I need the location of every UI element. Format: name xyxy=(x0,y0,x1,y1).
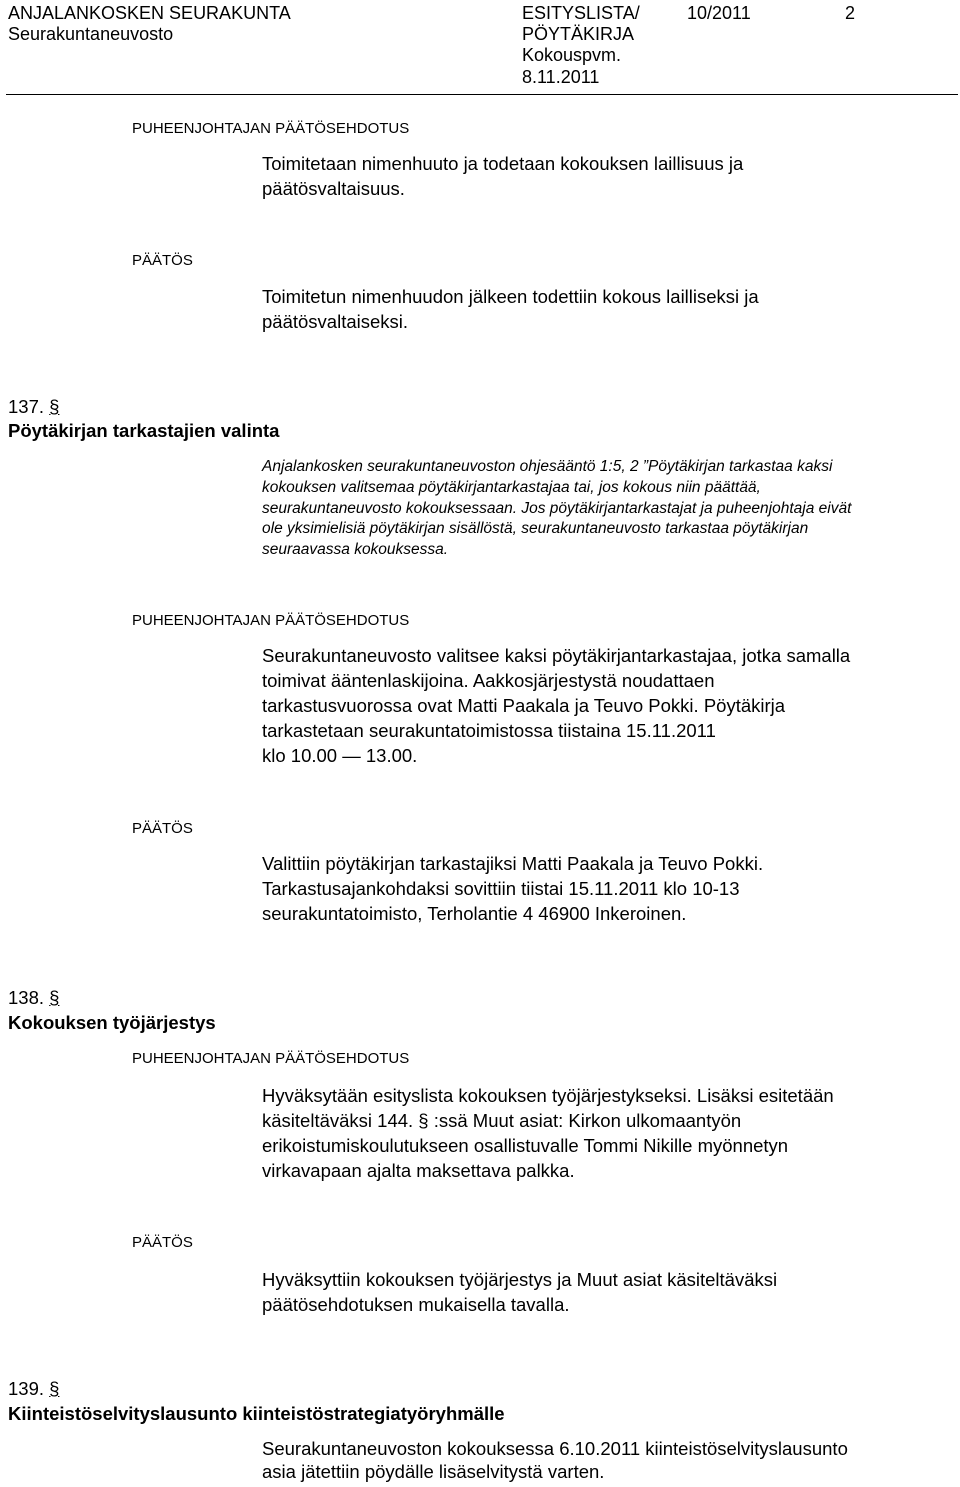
section-heading-137 xyxy=(8,396,59,418)
section-number: 139. xyxy=(8,1378,45,1399)
proposal-label: PUHEENJOHTAJAN PÄÄTÖSEHDOTUS xyxy=(132,1050,410,1067)
decision-line: päätösehdotuksen mukaisella tavalla. xyxy=(262,1294,570,1315)
section-number: 138. xyxy=(8,987,45,1008)
background-line: seurakuntaneuvosto kokouksessaan. Jos pöytäkirjantarkastajat ja puheenjohtaja eivät xyxy=(262,500,852,517)
section-heading-138 xyxy=(8,987,59,1009)
decision-label: PÄÄTÖS xyxy=(132,820,193,837)
proposal-line: tarkastusvuorossa ovat Matti Paakala ja Teuvo Pokki. Pöytäkirja xyxy=(262,695,786,716)
decision-line: Tarkastusajankohdaksi sovittiin tiistai 15.11.2011 klo 10-13 xyxy=(262,878,740,899)
org-name: ANJALANKOSKEN SEURAKUNTA xyxy=(8,3,291,23)
section-title: Kiinteistöselvityslausunto kiinteistöstrategiatyöryhmälle xyxy=(8,1403,505,1424)
decision-line: seurakuntatoimisto, Terholantie 4 46900 Inkeroinen. xyxy=(262,903,687,924)
header-divider xyxy=(6,94,958,95)
meeting-date: 8.11.2011 xyxy=(522,67,600,87)
background-line: Anjalankosken seurakuntaneuvoston ohjesääntö 1:5, 2 ”Pöytäkirjan tarkastaa kaksi xyxy=(262,458,833,475)
doc-type-line1: ESITYSLISTA/ xyxy=(522,3,640,23)
background-line: ole yksimielisiä pöytäkirjan sisällöstä, seurakuntaneuvosto tarkastaa pöytäkirjan xyxy=(262,520,809,537)
section-text-line: Seurakuntaneuvoston kokouksessa 6.10.2011 kiinteistöselvityslausunto xyxy=(262,1438,848,1459)
meeting-date-label: Kokouspvm. xyxy=(522,45,622,65)
intro-decision-line: päätösvaltaiseksi. xyxy=(262,311,409,332)
decision-label: PÄÄTÖS xyxy=(132,1234,193,1251)
section-title: Pöytäkirjan tarkastajien valinta xyxy=(8,420,280,441)
page-number: 2 xyxy=(845,3,856,23)
section-symbol: § xyxy=(49,987,60,1008)
proposal-line: toimivat ääntenlaskijoina. Aakkosjärjestystä noudattaen xyxy=(262,670,715,691)
doc-type-line2: PÖYTÄKIRJA xyxy=(522,24,635,44)
section-symbol: § xyxy=(49,396,60,417)
proposal-line: Seurakuntaneuvosto valitsee kaksi pöytäkirjantarkastajaa, jotka samalla xyxy=(262,645,851,666)
intro-proposal-line: Toimitetaan nimenhuuto ja todetaan kokouksen laillisuus ja xyxy=(262,153,744,174)
section-symbol: § xyxy=(49,1378,60,1399)
decision-line: Hyväksyttiin kokouksen työjärjestys ja Muut asiat käsiteltäväksi xyxy=(262,1269,778,1290)
proposal-label: PUHEENJOHTAJAN PÄÄTÖSEHDOTUS xyxy=(132,612,410,629)
proposal-line: virkavapaan ajalta maksettava palkka. xyxy=(262,1160,575,1181)
section-title: Kokouksen työjärjestys xyxy=(8,1012,216,1033)
background-line: seuraavassa kokouksessa. xyxy=(262,541,449,558)
proposal-line: käsiteltäväksi 144. § :ssä Muut asiat: Kirkon ulkomaantyön xyxy=(262,1110,742,1131)
intro-decision-line: Toimitetun nimenhuudon jälkeen todettiin kokous lailliseksi ja xyxy=(262,286,759,307)
body-name: Seurakuntaneuvosto xyxy=(8,24,174,44)
section-text-line: asia jätettiin pöydälle lisäselvitystä varten. xyxy=(262,1461,605,1482)
section-heading-139 xyxy=(8,1378,59,1400)
proposal-line: erikoistumiskoulutukseen osallistuvalle Tommi Nikille myönnetyn xyxy=(262,1135,789,1156)
background-line: kokouksen valitsemaa pöytäkirjantarkastajaa tai, jos kokous niin päättää, xyxy=(262,479,761,496)
section-number: 137. xyxy=(8,396,45,417)
decision-line: Valittiin pöytäkirjan tarkastajiksi Matti Paakala ja Teuvo Pokki. xyxy=(262,853,764,874)
proposal-line: tarkastetaan seurakuntatoimistossa tiistaina 15.11.2011 xyxy=(262,720,716,741)
decision-label: PÄÄTÖS xyxy=(132,252,193,269)
proposal-line: Hyväksytään esityslista kokouksen työjärjestykseksi. Lisäksi esitetään xyxy=(262,1085,834,1106)
proposal-line: klo 10.00 — 13.00. xyxy=(262,745,418,766)
intro-proposal-line: päätösvaltaisuus. xyxy=(262,178,405,199)
proposal-label: PUHEENJOHTAJAN PÄÄTÖSEHDOTUS xyxy=(132,120,410,137)
meeting-number: 10/2011 xyxy=(687,3,751,23)
